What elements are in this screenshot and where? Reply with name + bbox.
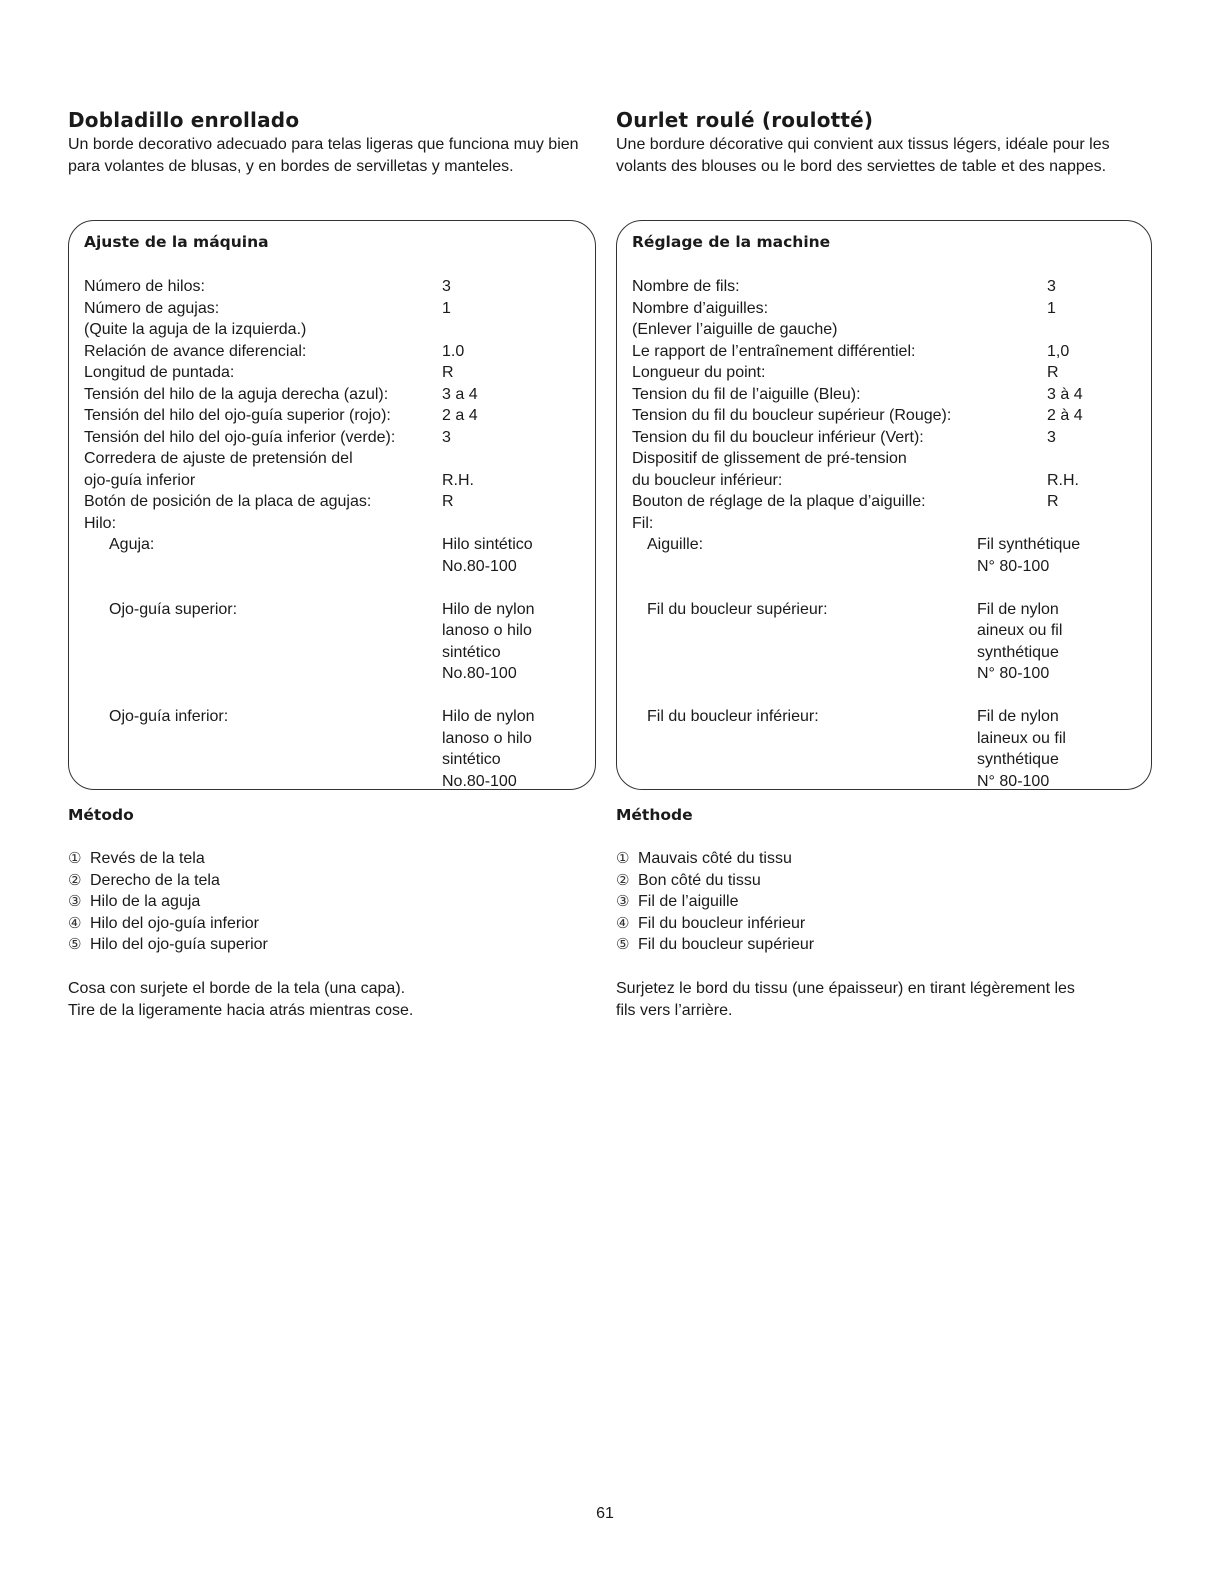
setting-value: R xyxy=(442,493,454,510)
legend-item xyxy=(68,891,268,913)
thread-row xyxy=(632,771,1143,793)
legend-number: ④ xyxy=(68,914,82,932)
method-title: Méthode xyxy=(616,806,693,824)
thread-value: No.80-100 xyxy=(442,665,517,682)
legend-text: Fil de l’aiguille xyxy=(638,893,739,910)
thread-row xyxy=(632,706,1143,728)
thread-row xyxy=(84,728,587,750)
settings-row xyxy=(84,405,587,427)
legend-item xyxy=(616,891,814,913)
setting-label: Botón de posición de la placa de agujas: xyxy=(84,493,372,510)
thread-label: Aiguille: xyxy=(647,536,704,553)
settings-row xyxy=(632,384,1143,406)
thread-row xyxy=(632,599,1143,621)
setting-label: Fil: xyxy=(632,514,654,532)
legend-number: ① xyxy=(616,850,630,867)
machine-settings-box xyxy=(616,220,1152,790)
legend-number: ⑤ xyxy=(68,936,82,953)
setting-value: R xyxy=(442,364,454,381)
settings-title: Ajuste de la máquina xyxy=(84,233,269,251)
settings-rows xyxy=(84,276,587,792)
setting-label: Nombre de fils: xyxy=(632,278,740,295)
setting-label: (Enlever l’aiguille de gauche) xyxy=(632,321,838,338)
legend-text: Fil du boucleur supérieur xyxy=(638,936,815,953)
setting-value: R.H. xyxy=(442,471,474,489)
thread-value: Fil de nylon xyxy=(977,600,1059,618)
method-instructions xyxy=(68,978,413,1021)
row-spacer xyxy=(632,577,1143,599)
setting-label: Le rapport de l’entraînement différentiel: xyxy=(632,342,916,360)
section-title: Dobladillo enrollado xyxy=(68,108,300,132)
thread-value: synthétique xyxy=(977,751,1059,768)
setting-label: ojo-guía inferior xyxy=(84,471,196,489)
settings-row xyxy=(632,362,1143,384)
legend-item xyxy=(616,848,814,870)
settings-row xyxy=(84,298,587,320)
thread-value: aineux ou fil xyxy=(977,622,1063,639)
legend-text: Hilo de la aguja xyxy=(90,893,201,910)
legend-number: ③ xyxy=(616,893,630,910)
setting-label: Nombre d’aiguilles: xyxy=(632,299,769,317)
setting-value: R.H. xyxy=(1047,471,1079,489)
setting-label: Relación de avance diferencial: xyxy=(84,342,307,360)
legend-text: Bon côté du tissu xyxy=(638,871,761,889)
setting-label: Tensión del hilo del ojo-guía superior (rojo): xyxy=(84,407,391,424)
instruction-line: Tire de la ligeramente hacia atrás mientras cose. xyxy=(68,1001,414,1019)
setting-label: Tensión del hilo de la aguja derecha (azul): xyxy=(84,385,389,403)
legend-item xyxy=(616,913,814,935)
instruction-line: Surjetez le bord du tissu (une épaisseur) en tirant légèrement les xyxy=(616,980,1075,997)
legend-item xyxy=(68,870,268,892)
legend-item xyxy=(616,870,814,892)
thread-value: N° 80-100 xyxy=(977,665,1050,682)
settings-rows xyxy=(632,276,1143,792)
row-spacer xyxy=(632,685,1143,707)
setting-value: 1 xyxy=(1047,299,1056,317)
legend-number: ④ xyxy=(616,914,630,932)
settings-row xyxy=(632,448,1143,470)
setting-value: R xyxy=(1047,364,1059,381)
legend-number: ① xyxy=(68,850,82,867)
thread-row xyxy=(632,728,1143,750)
instruction-line: Cosa con surjete el borde de la tela (una capa). xyxy=(68,980,406,997)
setting-value: 3 xyxy=(1047,278,1056,295)
setting-label: Hilo: xyxy=(84,514,117,532)
legend-text: Revés de la tela xyxy=(90,850,205,867)
legend-number: ③ xyxy=(68,893,82,910)
settings-row xyxy=(632,427,1143,449)
thread-value: Hilo de nylon xyxy=(442,600,535,618)
settings-row xyxy=(84,341,587,363)
section-title: Ourlet roulé (roulotté) xyxy=(616,108,874,132)
page-number: 61 xyxy=(596,1505,614,1522)
thread-row xyxy=(84,749,587,771)
setting-value: 3 xyxy=(442,278,451,295)
thread-value: synthétique xyxy=(977,643,1059,661)
setting-label: Longitud de puntada: xyxy=(84,364,235,381)
thread-label: Aguja: xyxy=(109,536,155,553)
thread-value: No.80-100 xyxy=(442,772,517,790)
settings-row xyxy=(84,448,587,470)
setting-value: R xyxy=(1047,493,1059,510)
legend-item xyxy=(616,934,814,956)
setting-value: 2 à 4 xyxy=(1047,407,1083,424)
legend-text: Derecho de la tela xyxy=(90,871,220,889)
setting-label: Corredera de ajuste de pretensión del xyxy=(84,450,353,467)
method-instructions xyxy=(616,978,1075,1021)
setting-value: 1,0 xyxy=(1047,342,1070,360)
method-legend xyxy=(68,848,268,956)
thread-value: Fil synthétique xyxy=(977,536,1081,553)
settings-row xyxy=(632,470,1143,492)
section-intro: Une bordure décorative qui convient aux tissus légers, idéale pour les volants des blouses ou le bord des serviettes de table et des nappes. xyxy=(616,136,1110,175)
setting-label: (Quite la aguja de la izquierda.) xyxy=(84,321,307,338)
settings-row xyxy=(632,276,1143,298)
thread-row xyxy=(632,534,1143,556)
settings-row xyxy=(84,513,587,535)
thread-row xyxy=(632,663,1143,685)
setting-value: 1 xyxy=(442,299,451,317)
thread-value: laineux ou fil xyxy=(977,729,1066,747)
thread-value: lanoso o hilo xyxy=(442,729,532,747)
setting-label: Número de agujas: xyxy=(84,299,220,317)
thread-value: Hilo sintético xyxy=(442,536,533,553)
thread-value: sintético xyxy=(442,643,501,661)
thread-label: Ojo-guía inferior: xyxy=(109,708,229,725)
thread-row xyxy=(632,749,1143,771)
setting-label: Tension du fil du boucleur supérieur (Rouge): xyxy=(632,407,952,424)
thread-row xyxy=(632,642,1143,664)
setting-label: Longueur du point: xyxy=(632,364,766,381)
settings-row xyxy=(84,319,587,341)
settings-row xyxy=(84,384,587,406)
setting-label: Bouton de réglage de la plaque d’aiguille: xyxy=(632,493,926,510)
thread-value: sintético xyxy=(442,751,501,768)
setting-value: 3 a 4 xyxy=(442,385,478,403)
instruction-line: fils vers l’arrière. xyxy=(616,1001,733,1019)
setting-label: Tension du fil du boucleur inférieur (Vert): xyxy=(632,428,924,446)
row-spacer xyxy=(84,685,587,707)
setting-label: du boucleur inférieur: xyxy=(632,471,783,489)
settings-row xyxy=(84,276,587,298)
legend-text: Mauvais côté du tissu xyxy=(638,850,792,867)
thread-row xyxy=(84,620,587,642)
method-legend xyxy=(616,848,814,956)
settings-title: Réglage de la machine xyxy=(632,233,831,251)
legend-item xyxy=(68,848,268,870)
settings-row xyxy=(84,470,587,492)
thread-row xyxy=(84,556,587,578)
setting-label: Tension du fil de l’aiguille (Bleu): xyxy=(632,385,861,403)
thread-row xyxy=(84,663,587,685)
setting-value: 1.0 xyxy=(442,342,465,360)
legend-item xyxy=(68,934,268,956)
french-column xyxy=(616,108,1152,1019)
settings-row xyxy=(632,513,1143,535)
setting-label: Tensión del hilo del ojo-guía inferior (verde): xyxy=(84,428,396,446)
settings-row xyxy=(632,341,1143,363)
thread-value: No.80-100 xyxy=(442,557,517,575)
thread-label: Ojo-guía superior: xyxy=(109,600,238,618)
thread-row xyxy=(84,771,587,793)
setting-value: 3 xyxy=(442,428,451,446)
legend-text: Hilo del ojo-guía superior xyxy=(90,936,268,953)
legend-number: ② xyxy=(68,871,82,889)
thread-value: lanoso o hilo xyxy=(442,622,532,639)
legend-text: Fil du boucleur inférieur xyxy=(638,914,806,932)
method-title: Método xyxy=(68,806,134,824)
thread-row xyxy=(632,556,1143,578)
setting-label: Número de hilos: xyxy=(84,278,205,295)
thread-label: Fil du boucleur supérieur: xyxy=(647,600,828,618)
settings-row xyxy=(632,405,1143,427)
setting-value: 2 a 4 xyxy=(442,407,478,424)
thread-row xyxy=(84,706,587,728)
settings-row xyxy=(632,491,1143,513)
settings-row xyxy=(84,427,587,449)
setting-value: 3 xyxy=(1047,428,1056,446)
thread-row xyxy=(84,599,587,621)
settings-row xyxy=(84,362,587,384)
thread-value: N° 80-100 xyxy=(977,772,1050,790)
setting-value: 3 à 4 xyxy=(1047,385,1083,403)
thread-row xyxy=(632,620,1143,642)
settings-row xyxy=(632,298,1143,320)
legend-item xyxy=(68,913,268,935)
row-spacer xyxy=(84,577,587,599)
legend-number: ⑤ xyxy=(616,936,630,953)
settings-row xyxy=(632,319,1143,341)
settings-row xyxy=(84,491,587,513)
machine-settings-box xyxy=(68,220,596,790)
thread-row xyxy=(84,642,587,664)
section-intro: Un borde decorativo adecuado para telas ligeras que funciona muy bien para volantes de blusas, y en bordes de servilletas y manteles. xyxy=(68,136,579,175)
thread-value: Hilo de nylon xyxy=(442,708,535,725)
thread-row xyxy=(84,534,587,556)
thread-label: Fil du boucleur inférieur: xyxy=(647,708,819,725)
thread-value: N° 80-100 xyxy=(977,557,1050,575)
legend-number: ② xyxy=(616,871,630,889)
legend-text: Hilo del ojo-guía inferior xyxy=(90,914,259,932)
spanish-column xyxy=(68,108,596,1019)
thread-value: Fil de nylon xyxy=(977,708,1059,725)
setting-label: Dispositif de glissement de pré-tension xyxy=(632,450,907,467)
